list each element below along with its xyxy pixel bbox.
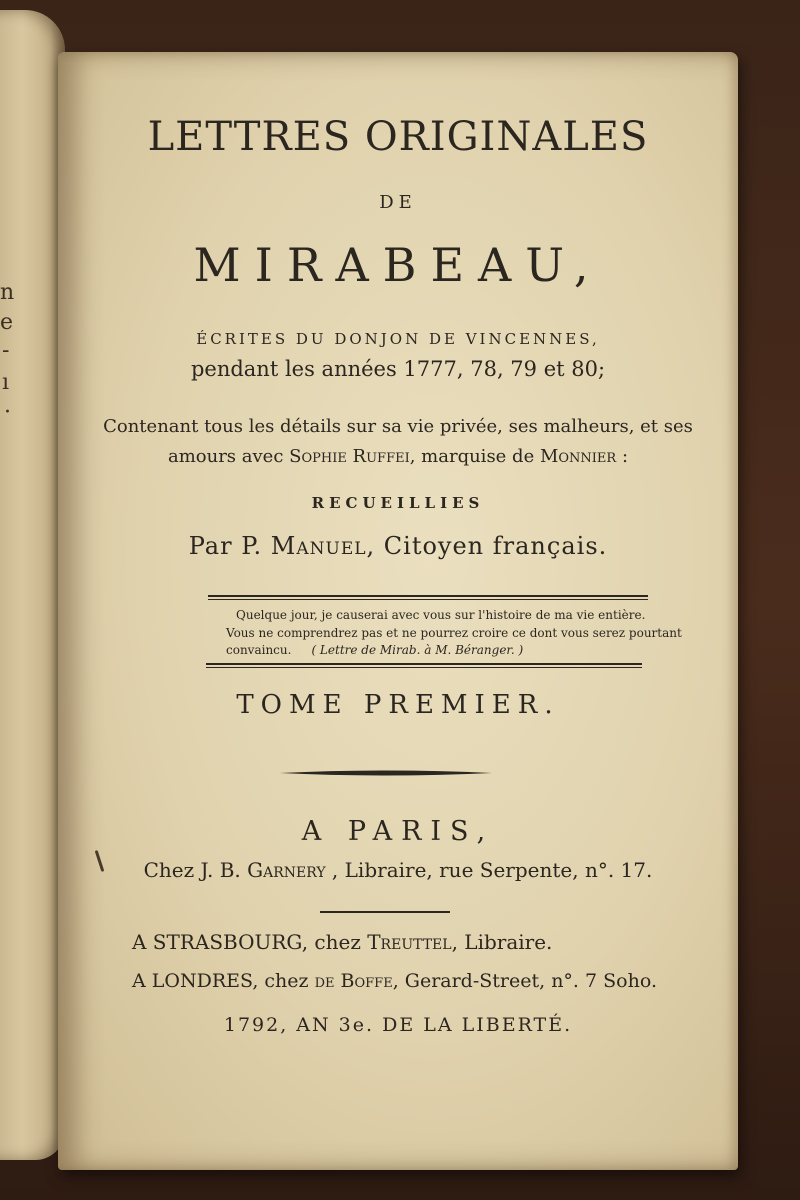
ornament-divider — [280, 769, 492, 777]
publisher-address: , Libraire, rue Serpente, n°. 17. — [325, 858, 653, 882]
book-title: LETTRES ORIGINALES — [147, 114, 649, 160]
subtitle-ecrites: ÉCRITES DU DONJON DE VINCENNES, — [196, 330, 600, 348]
name-monnier: Monnier — [539, 446, 617, 467]
epigraph-line-3 — [226, 643, 656, 657]
description-line-1: Contenant tous les détails sur sa vie privée, ses malheurs, et ses — [103, 416, 693, 437]
londres-address: , Gerard-Street, n°. 7 Soho. — [392, 970, 657, 992]
description-text: amours avec — [167, 446, 290, 467]
rule-top-2 — [208, 599, 648, 600]
epigraph-citation: ( Lettre de Mirab. à M. Béranger. ) — [311, 643, 524, 657]
title-page — [58, 52, 738, 1170]
left-page-text-fragment: · — [4, 400, 11, 425]
londres-prefix: A LONDRES, chez — [132, 970, 315, 992]
publisher-name: Garnery — [247, 858, 326, 882]
recueillies-label: RECUEILLIES — [311, 494, 485, 512]
left-page-text-fragment: - — [2, 338, 10, 363]
strasbourg-bookseller: Treuttel — [367, 930, 452, 954]
imprint-publisher — [58, 858, 738, 882]
imprint-londres — [132, 970, 657, 992]
left-page-text-fragment: e — [0, 310, 14, 335]
londres-bookseller: de Boffe — [314, 970, 393, 992]
subtitle-years: pendant les années 1777, 78, 79 et 80; — [190, 357, 606, 381]
publisher-prefix: Chez J. B. — [143, 858, 248, 882]
editor-name: Manuel — [270, 532, 367, 560]
epigraph-text: convaincu. — [226, 643, 292, 657]
left-page-text-fragment: n — [0, 280, 15, 305]
editor-prefix: Par P. — [188, 532, 271, 560]
description-text: , marquise de — [409, 446, 540, 467]
left-page-text-fragment: ı — [2, 370, 10, 395]
volume-label: TOME PREMIER. — [236, 690, 560, 720]
editor-suffix: , Citoyen français. — [366, 532, 608, 560]
left-facing-page — [0, 10, 65, 1160]
short-rule — [320, 911, 450, 913]
editor-line — [58, 532, 738, 560]
strasbourg-suffix: , Libraire. — [451, 930, 553, 954]
imprint-date: 1792, AN 3e. DE LA LIBERTÉ. — [223, 1014, 573, 1036]
rule-bottom-1 — [206, 663, 642, 665]
description-text: : — [616, 446, 629, 467]
name-sophie-ruffei: Sophie Ruffei — [289, 446, 410, 467]
title-de: DE — [379, 192, 417, 213]
epigraph-line-2: Vous ne comprendrez pas et ne pourrez croire ce dont vous serez pourtant — [226, 626, 682, 640]
epigraph-line-1: Quelque jour, je causerai avec vous sur l'histoire de ma vie entière. — [236, 608, 646, 622]
description-line-2 — [58, 446, 738, 467]
rule-top-1 — [208, 595, 648, 597]
strasbourg-prefix: A STRASBOURG, chez — [132, 930, 368, 954]
imprint-strasbourg — [132, 930, 552, 954]
author-name: MIRABEAU, — [193, 238, 603, 292]
rule-bottom-2 — [206, 667, 642, 668]
imprint-city: A PARIS, — [301, 816, 495, 847]
